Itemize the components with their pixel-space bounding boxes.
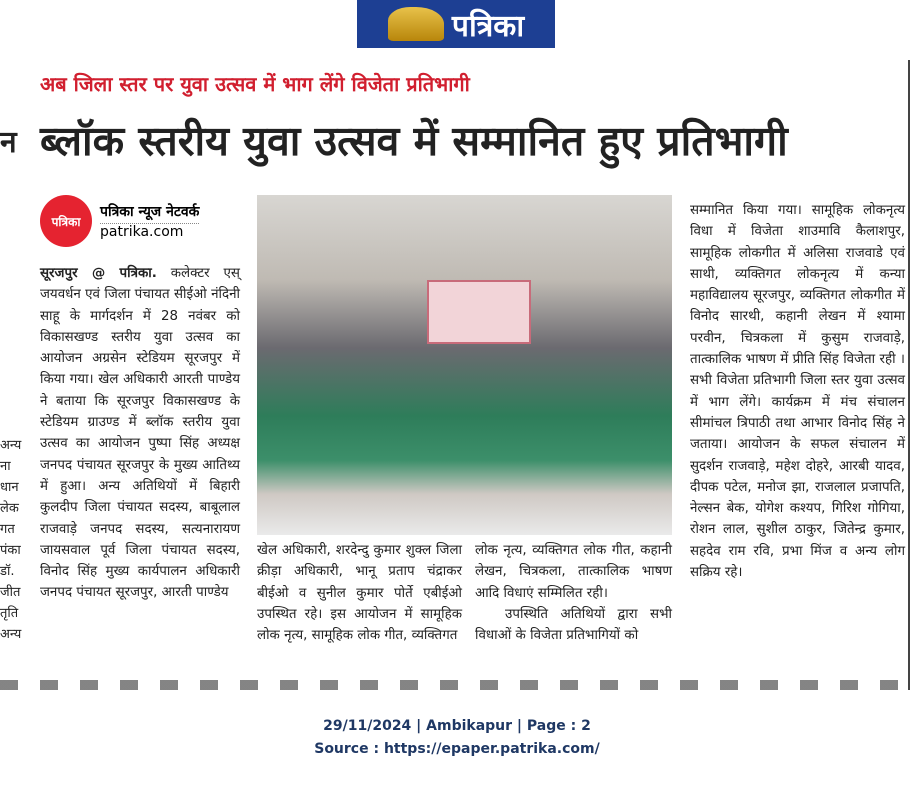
article-column-3 <box>475 540 672 646</box>
fragment: ना <box>0 459 11 474</box>
patrika-badge: पत्रिका <box>40 195 92 247</box>
fragment: अन्य <box>0 627 22 642</box>
fragment: धान <box>0 480 19 495</box>
fragment: पंका <box>0 543 21 558</box>
logo-text: पत्रिका <box>451 8 525 44</box>
lion-emblem-icon <box>388 7 444 41</box>
patrika-logo <box>357 0 555 48</box>
fragment: गत <box>0 522 15 537</box>
stage-banner <box>427 280 531 344</box>
fragment: अन्य <box>0 438 22 453</box>
cut-off-text <box>0 680 908 690</box>
footer-date-edition: 29/11/2024 | Ambikapur | Page : 2 <box>323 718 591 734</box>
news-clipping <box>0 60 910 690</box>
column-text: उपस्थिति अतिथियों द्वारा सभी विधाओं के विजेता प्रतिभागियों को <box>475 606 672 644</box>
fragment: न <box>0 125 17 160</box>
byline-network: पत्रिका न्यूज नेटवर्क <box>100 202 199 224</box>
column-text: कलेक्टर एस् जयवर्धन एवं जिला पंचायत सीईओ नंदिनी साहू के मार्गदर्शन में 28 नवंबर को विकासखण्ड स्तरीय युवा उत्सव का आयोजन अग्रसेन स्टेडियम सूरजपुर में किया गया। खेल अधिकारी आरती पाण्डेय ने बताया कि सूरजपुर विकासखण्ड के स्टेडियम ग्राउण्ड में ब्लॉक स्तरीय युवा उत्सव का आयोजन पुष्पा सिंह अध्यक्ष जनपद पंचायत सूरजपुर के मुख्य आतिथ्य में हुआ। अन्य अतिथियों में बिहारी कुलदीप जिला पंचायत सदस्य, बाबूलाल राजवाड़े जनपद सदस्य, सत्यनारायण जायसवाल पूर्व जिला पंचायत सदस्य, विनोद सिंह मुख्य कार्यपालन अधिकारी जनपद पंचायत सूरजपुर, आरती पाण्डेय <box>40 266 240 601</box>
fragment: लेक <box>0 501 19 516</box>
column-text: लोक नृत्य, व्यक्तिगत लोक गीत, कहानी लेखन, चित्रकला, तात्कालिक भाषण आदि विधाएं सम्मिलित रही। <box>475 543 672 601</box>
byline <box>40 195 199 247</box>
fragment: तृति <box>0 606 19 621</box>
subheading: अब जिला स्तर पर युवा उत्सव में भाग लेंगे विजेता प्रतिभागी <box>40 72 470 96</box>
dateline: सूरजपुर @ पत्रिका. <box>40 266 157 281</box>
article-column-1 <box>40 263 240 604</box>
byline-site: patrika.com <box>100 224 184 240</box>
footer-source: Source : https://epaper.patrika.com/ <box>314 741 600 757</box>
fragment: जीत <box>0 585 21 600</box>
article-column-2: खेल अधिकारी, शरदेन्दु कुमार शुक्ल जिला क्रीड़ा अधिकारी, भानू प्रताप चंद्राकर बीईओ व सुनील कुमार पोर्ते एबीईओ उपस्थित रहे। इस आयोजन में सामूहिक लोक नृत्य, सामूहिक लोक गीत, व्यक्तिगत <box>257 543 462 644</box>
headline: ब्लॉक स्तरीय युवा उत्सव में सम्मानित हुए प्रतिभागी <box>40 117 788 165</box>
event-photo <box>257 195 672 535</box>
fragment: डॉ. <box>0 564 15 579</box>
article-column-4: सम्मानित किया गया। सामूहिक लोकनृत्य विधा में विजेता शाउमावि कैलाशपुर, सामूहिक लोकगीत में अलिसा राजवाडे एवं साथी, व्यक्तिगत लोकनृत्य में कन्या महाविद्यालय सूरजपुर, व्यक्तिगत लोकगीत में विनोद सारथी, कहानी लेखन में श्यामा परवीन, चित्रकला में कुसुम राजवाड़े, तात्कालिक भाषण में प्रीति सिंह विजेता रही । सभी विजेता प्रतिभागी जिला स्तर युवा उत्सव में भाग लेंगे। कार्यक्रम में मंच संचालन सीमांचल त्रिपाठी तथा आभार विनोद सिंह ने जताया। आयोजन के सफल संचालन में सुदर्शन राजवाड़े, महेश दोहरे, आरबी यादव, दीपक पटेल, मनोज झा, राजलाल प्रजापति, नेल्सन बेक, योगेश कश्यप, गिरिश गोगिया, रोशन लाल, सुशील ठाकुर, जितेन्द्र कुमार, सहदेव राम रवि, प्रभा मिंज व अन्य लोग सक्रिय रहे। <box>690 203 905 581</box>
